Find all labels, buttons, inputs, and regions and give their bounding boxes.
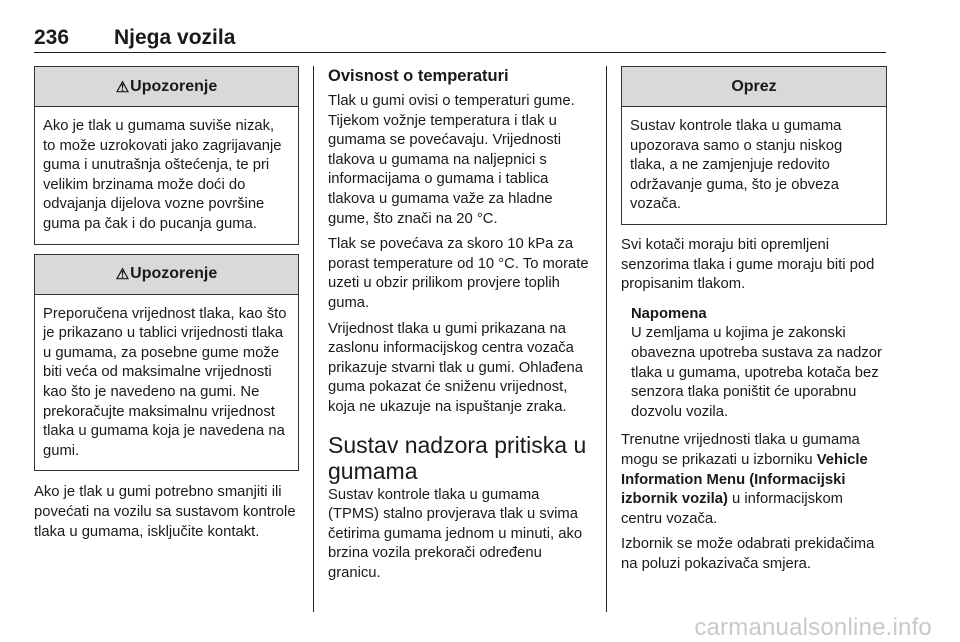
paragraph-tpms: Sustav kontrole tlaka u gumama (TPMS) stalno provjerava tlak u svima četirima gumama jednom u minuti, ako brzina vozila prekorači određenu granicu. [328, 486, 583, 581]
warning-text: Ako je tlak u gumama suviše nizak, to može uzrokovati jako zagrijavanje guma i unutrašnja oštećenja, te pri velikim brzinama može doći do odvajanja dijelova vozne površine guma pa čak i do pucanja guma. [43, 118, 282, 232]
text-part: Trenutne vrijednosti tlaka u gumama mogu se prikazati u izborniku [621, 432, 860, 468]
note-text: U zemljama u kojima je zakonski obavezna upotreba sustava za nadzor tlaka u gumama, upotreba kotača bez senzora tlaka poništit će uporabnu dozvolu vozila. [631, 325, 882, 420]
paragraph-sensors: Svi kotači moraju biti opremljeni senzorima tlaka i gume moraju biti pod propisanim tlakom. [621, 236, 875, 293]
caution-title: Oprez [731, 77, 777, 95]
section-heading-temperature: Ovisnost o temperaturi [328, 67, 509, 85]
column-left [34, 66, 299, 542]
paragraph-menu-select: Izbornik se može odabrati prekidačima na poluzi pokazivača smjera. [621, 536, 875, 572]
menu-name: Vehicle Information Menu (Informacijski izbornik vozila) [621, 451, 868, 508]
paragraph-temp-1: Tlak u gumi ovisi o temperaturi gume. Tijekom vožnje temperatura i tlak u gumama se povećavaju. Vrijednosti tlakova u gumama na naljepnici s informacijama o gumama i tablica tlakova u gumama važe za hladne gume, što znači na 20 °C. [328, 93, 575, 227]
chapter-title: Njega vozila [114, 26, 236, 49]
page-header [34, 26, 886, 53]
paragraph-temp-2: Tlak se povećava za skoro 10 kPa za porast temperature od 10 °C. To morate uzeti u obzir prilikom provjere toplih guma. [328, 236, 589, 311]
warning-box-1 [34, 66, 299, 245]
note-block [621, 305, 887, 423]
column-divider-1 [313, 66, 314, 612]
warning-text: Preporučena vrijednost tlaka, kao što je prikazano u tablici vrijednosti tlaka u gumama, za posebne gume može biti veća od maksimalne vrijednosti kao što je navedeno na gumi. Ne prekoračujte maksimalnu vrijednost tlaka u gumama koja je navedena na gumi. [43, 305, 287, 459]
watermark: carmanualsonline.info [694, 614, 932, 641]
note-title: Napomena [631, 305, 707, 322]
caution-box [621, 66, 887, 225]
paragraph-tire-adjust: Ako je tlak u gumi potrebno smanjiti ili povećati na vozilu sa sustavom kontrole tlaka u gumama, isključite kontakt. [34, 484, 296, 540]
column-middle [328, 66, 592, 583]
warning-triangle-icon: ⚠ [115, 78, 130, 96]
warning-box-2 [34, 254, 299, 472]
paragraph-display-values [621, 431, 887, 529]
column-divider-2 [606, 66, 607, 612]
text-part: u informacijskom centru vozača. [621, 491, 844, 527]
warning-title: Upozorenje [130, 77, 218, 95]
column-right [621, 66, 887, 574]
warning-box-header [35, 67, 298, 107]
caution-text: Sustav kontrole tlaka u gumama upozorava samo o stanju niskog tlaka, a ne zamjenjuje redovito održavanje guma, što je obveza vozača. [630, 118, 843, 213]
paragraph-temp-3: Vrijednost tlaka u gumi prikazana na zaslonu informacijskog centra vozača prikazuje stvarni tlak u gumi. Ohlađena guma pokazat će sniženu vrijednost, koja ne ukazuje na ispuštanje zraka. [328, 320, 583, 415]
page-number: 236 [34, 26, 70, 49]
warning-title: Upozorenje [130, 265, 218, 283]
warning-box-header [35, 255, 298, 295]
caution-box-header [622, 67, 886, 107]
section-heading-tpms: Sustav nadzora pritiska u gumama [328, 431, 587, 484]
warning-triangle-icon: ⚠ [115, 266, 130, 284]
